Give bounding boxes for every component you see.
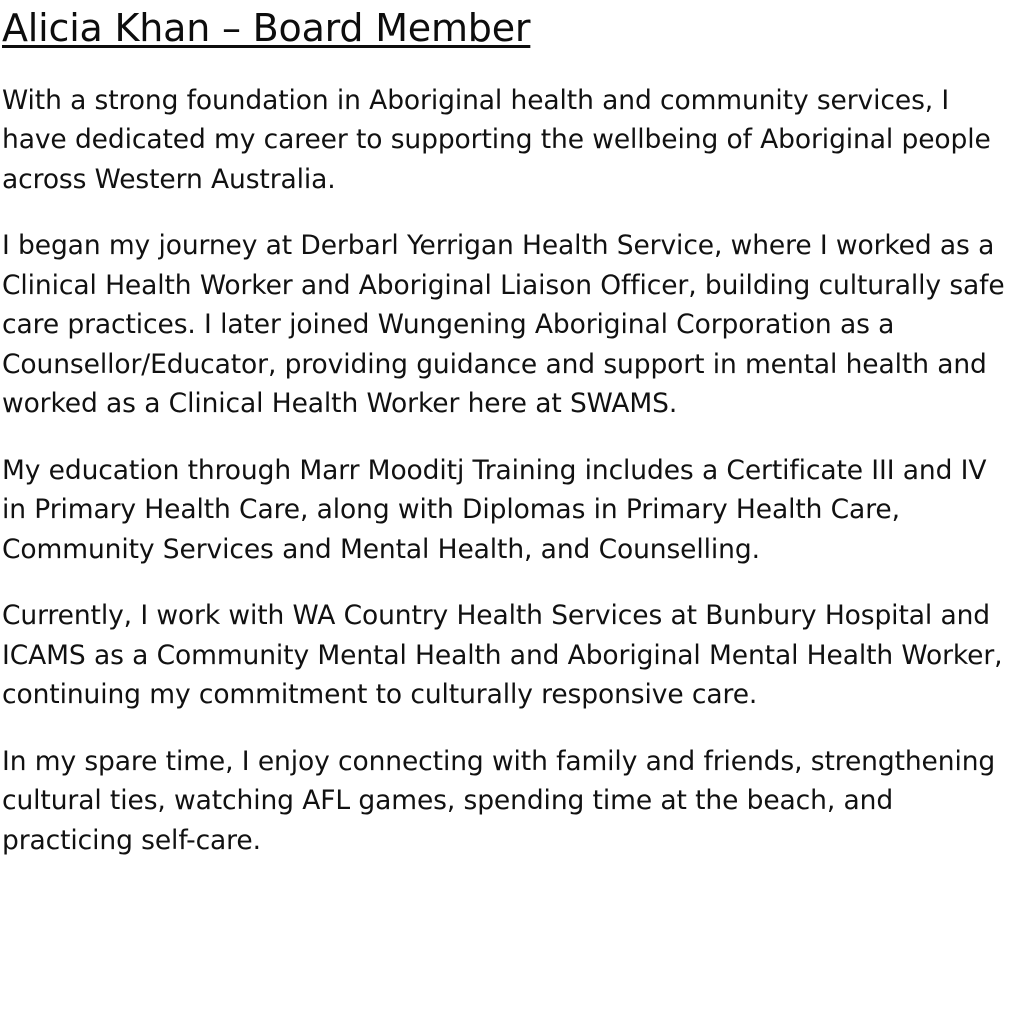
bio-paragraph-current-role: Currently, I work with WA Country Health Services at Bunbury Hospital and ICAMS as a Community Mental Health and Aboriginal Mental Health Worker, continuing my commitment to culturally responsive care. — [2, 600, 1003, 711]
bio-paragraph-career-history: I began my journey at Derbarl Yerrigan Health Service, where I worked as a Clinical Health Worker and Aboriginal Liaison Officer, building culturally safe care practices. I later joined Wungening Aboriginal Corporation as a Counsellor/Educator, providing guidance and support in mental health and worked as a Clinical Health Worker here at SWAMS. — [2, 230, 1005, 420]
bio-paragraph-personal-interests: In my spare time, I enjoy connecting with family and friends, strengthening cultural ties, watching AFL games, spending time at the beach, and practicing self-care. — [2, 745, 996, 856]
bio-paragraph-education: My education through Marr Mooditj Training includes a Certificate III and IV in Primary Health Care, along with Diplomas in Primary Health Care, Community Services and Mental Health, and Counselling. — [2, 454, 987, 565]
bio-paragraph-background: With a strong foundation in Aboriginal health and community services, I have dedicated my career to supporting the wellbeing of Aboriginal people across Western Australia. — [2, 84, 991, 195]
page-title: Alicia Khan – Board Member — [2, 6, 531, 50]
